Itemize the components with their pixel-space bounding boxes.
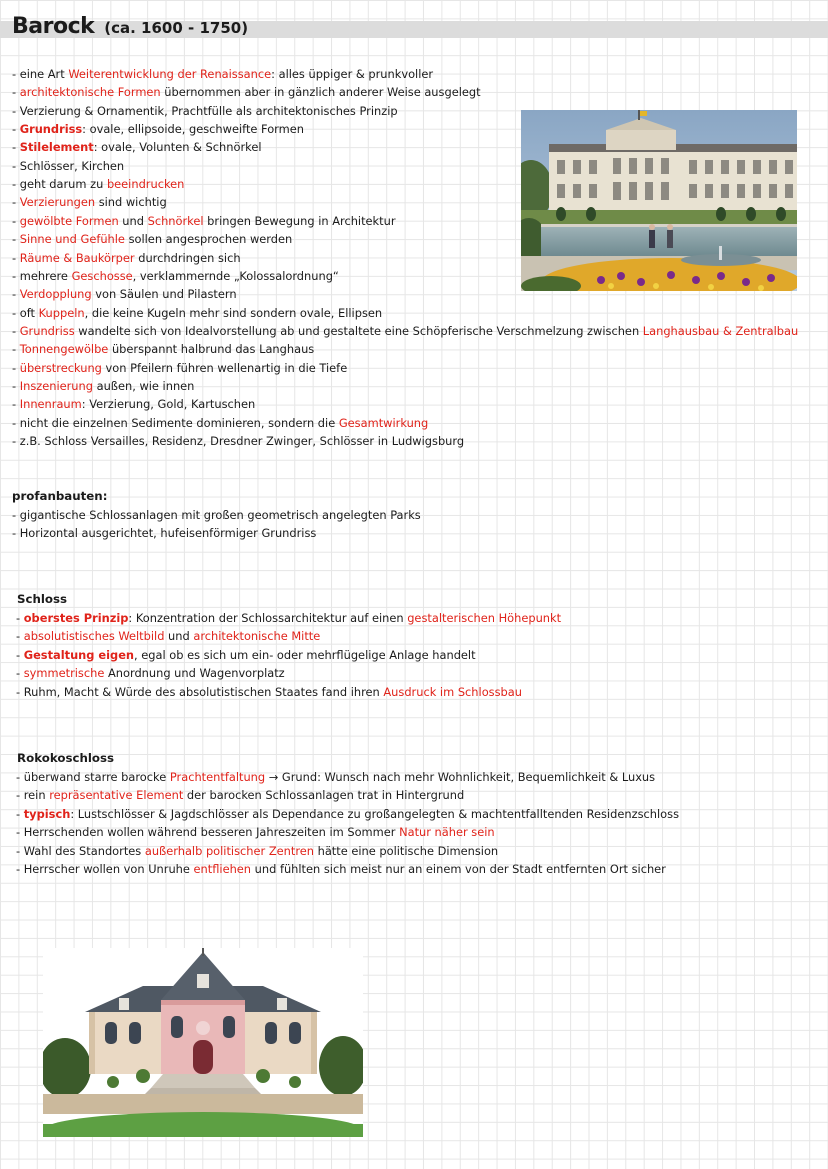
bullet-text: -: [12, 250, 20, 265]
bullet-line: [12, 379, 194, 393]
highlighted-term: Verdopplung: [19, 287, 92, 302]
bullet-text: : alles üppiger & prunkvoller: [271, 67, 434, 81]
highlighted-term: Langhausbau & Zentralbau: [642, 323, 799, 338]
bullet-line: [16, 862, 666, 876]
bullet-text: -: [16, 806, 24, 821]
highlighted-term: typisch: [23, 806, 71, 821]
bullet-text: - eine Art: [12, 67, 69, 81]
highlighted-term: Weiterentwicklung der Renaissance: [68, 67, 272, 81]
rokokoschloss-photo: [43, 948, 363, 1137]
bullet-text: Anordnung und Wagenvorplatz: [104, 666, 285, 681]
bullet-text: - Herrschenden wollen während besseren Jahreszeiten im Sommer: [16, 825, 400, 840]
bullet-line: [12, 195, 167, 209]
bullet-text: von Pfeilern führen wellenartig in die Tiefe: [101, 360, 348, 375]
bullet-text: → Grund: Wunsch nach mehr Wohnlichkeit, Bequemlichkeit & Luxus: [265, 770, 656, 784]
bullet-line: [12, 526, 316, 540]
highlighted-term: Schnörkel: [147, 213, 204, 228]
bullet-text: -: [12, 378, 20, 393]
bullet-text: von Säulen und Pilastern: [91, 287, 237, 302]
bullet-text: - überwand starre barocke: [16, 770, 170, 784]
highlighted-term: Stilelement: [19, 140, 94, 155]
bullet-line: [12, 397, 255, 411]
highlighted-term: oberstes Prinzip: [23, 611, 129, 625]
bullet-line: [16, 770, 655, 784]
bullet-line: [12, 140, 262, 154]
bullet-text: der barocken Schlossanlagen trat in Hintergrund: [183, 788, 465, 803]
bullet-text: -: [12, 287, 20, 302]
bullet-text: und: [164, 629, 194, 644]
bullet-text: und fühlten sich meist nur an einem von der Stadt entfernten Ort sicher: [251, 862, 666, 876]
bullet-text: - rein: [16, 788, 50, 803]
profanbauten-heading: profanbauten:: [12, 489, 108, 503]
bullet-line: [12, 269, 339, 283]
bullet-text: und: [118, 213, 148, 228]
bullet-text: -: [16, 611, 24, 625]
bullet-line: [12, 361, 347, 375]
bullet-line: [12, 232, 292, 246]
bullet-line: [12, 122, 304, 136]
bullet-text: - Ruhm, Macht & Würde des absolutistischen Staates fand ihren: [16, 684, 384, 699]
highlighted-term: Grundriss: [19, 323, 75, 338]
bullet-text: -: [12, 122, 20, 137]
bullet-text: durchdringen sich: [134, 250, 241, 265]
highlighted-term: überstreckung: [19, 360, 102, 375]
bullet-text: außen, wie innen: [92, 378, 195, 393]
bullet-text: - Herrscher wollen von Unruhe: [16, 862, 194, 876]
bullet-text: : Verzierung, Gold, Kartuschen: [81, 397, 256, 412]
highlighted-term: Räume & Baukörper: [19, 250, 135, 265]
highlighted-term: gewölbte Formen: [19, 213, 119, 228]
bullet-line: [12, 159, 124, 173]
bullet-line: [12, 508, 421, 522]
bullet-line: [16, 611, 561, 625]
bullet-text: : ovale, ellipsoide, geschweifte Formen: [82, 122, 304, 137]
highlighted-term: Inszenierung: [19, 378, 93, 393]
highlighted-term: Grundriss: [19, 122, 83, 137]
bullet-text: überspannt halbrund das Langhaus: [108, 342, 315, 357]
bullet-line: [16, 685, 522, 699]
bullet-text: : ovale, Volunten & Schnörkel: [93, 140, 262, 155]
highlighted-term: symmetrische: [23, 666, 105, 681]
bullet-text: -: [12, 213, 20, 228]
bullet-line: [16, 788, 464, 802]
highlighted-term: Ausdruck im Schlossbau: [383, 684, 522, 699]
bullet-line: [12, 287, 237, 301]
bullet-text: -: [12, 195, 20, 210]
page-title: [12, 14, 248, 39]
bullet-line: [16, 648, 476, 662]
bullet-text: -: [12, 397, 20, 412]
bullet-text: -: [12, 360, 20, 375]
bullet-text: übernommen aber in gänzlich anderer Weise ausgelegt: [160, 85, 481, 100]
bullet-text: -: [16, 647, 24, 662]
highlighted-term: Verzierungen: [19, 195, 96, 210]
highlighted-term: Prachtentfaltung: [169, 770, 266, 784]
bullet-text: -: [12, 342, 20, 357]
bullet-text: - geht darum zu: [12, 177, 107, 192]
highlighted-term: absolutistisches Weltbild: [23, 629, 165, 644]
bullet-line: [16, 844, 498, 858]
highlighted-term: Innenraum: [19, 397, 82, 412]
bullet-text: - oft: [12, 305, 39, 320]
bullet-line: [12, 416, 428, 430]
residenz-photo-illustration: [521, 110, 797, 291]
highlighted-term: beeindrucken: [106, 177, 185, 192]
bullet-text: - Wahl des Standortes: [16, 843, 145, 858]
residenz-photo: [521, 110, 797, 291]
highlighted-term: Natur näher sein: [399, 825, 495, 840]
bullet-line: [12, 306, 382, 320]
highlighted-term: repräsentative Element: [49, 788, 184, 803]
bullet-text: - gigantische Schlossanlagen mit großen geometrisch angelegten Parks: [12, 508, 421, 522]
bullet-text: : Lustschlösser & Jagdschlösser als Dependance zu großangelegten & machtentfalltenden Residenzschloss: [70, 806, 680, 821]
bullet-text: sind wichtig: [95, 195, 167, 210]
bullet-text: hätte eine politische Dimension: [313, 843, 499, 858]
highlighted-term: Gesamtwirkung: [338, 415, 429, 430]
highlighted-term: architektonische Formen: [19, 85, 161, 100]
bullet-text: -: [12, 85, 20, 100]
bullet-line: [12, 85, 481, 99]
rokokoschloss-photo-illustration: [43, 948, 363, 1137]
bullet-text: - Schlösser, Kirchen: [12, 158, 125, 173]
bullet-text: : Konzentration der Schlossarchitektur auf einen: [128, 611, 408, 625]
bullet-text: -: [12, 323, 20, 338]
bullet-line: [12, 434, 464, 448]
bullet-line: [16, 825, 495, 839]
schloss-heading: Schloss: [17, 592, 68, 606]
bullet-text: , verklammernde „Kolossalordnung“: [132, 268, 339, 283]
highlighted-term: außerhalb politischer Zentren: [144, 843, 314, 858]
bullet-line: [12, 214, 396, 228]
bullet-text: , egal ob es sich um ein- oder mehrflügelige Anlage handelt: [134, 647, 476, 662]
highlighted-term: Sinne und Gefühle: [19, 232, 125, 247]
bullet-line: [16, 807, 679, 821]
bullet-text: - nicht die einzelnen Sedimente dominieren, sondern die: [12, 415, 339, 430]
rokokoschloss-heading: Rokokoschloss: [17, 751, 115, 765]
bullet-line: [12, 67, 433, 81]
bullet-text: -: [12, 232, 20, 247]
bullet-line: [12, 251, 241, 265]
bullet-text: sollen angesprochen werden: [124, 232, 293, 247]
bullet-line: [16, 629, 320, 643]
bullet-line: [12, 104, 398, 118]
highlighted-term: gestalterischen Höhepunkt: [407, 611, 562, 625]
bullet-line: [12, 342, 314, 356]
highlighted-term: Gestaltung eigen: [23, 647, 135, 662]
highlighted-term: architektonische Mitte: [193, 629, 321, 644]
bullet-text: - Verzierung & Ornamentik, Prachtfülle als architektonisches Prinzip: [12, 103, 398, 118]
bullet-text: bringen Bewegung in Architektur: [203, 213, 396, 228]
page-title-main: Barock: [12, 14, 95, 39]
bullet-text: - z.B. Schloss Versailles, Residenz, Dresdner Zwinger, Schlösser in Ludwigsburg: [12, 434, 465, 448]
bullet-line: [12, 324, 798, 338]
bullet-text: -: [16, 666, 24, 681]
bullet-text: -: [16, 629, 24, 644]
bullet-text: - Horizontal ausgerichtet, hufeisenförmiger Grundriss: [12, 526, 317, 541]
bullet-text: wandelte sich von Idealvorstellung ab und gestaltete eine Schöpferische Verschmelzung zwischen: [74, 323, 643, 338]
highlighted-term: Kuppeln: [38, 305, 85, 320]
bullet-text: -: [12, 140, 20, 155]
page-title-period: (ca. 1600 - 1750): [104, 19, 249, 37]
bullet-line: [12, 177, 184, 191]
bullet-text: - mehrere: [12, 268, 72, 283]
highlighted-term: Tonnengewölbe: [19, 342, 109, 357]
bullet-line: [16, 666, 285, 680]
highlighted-term: entfliehen: [193, 862, 252, 876]
highlighted-term: Geschosse: [71, 268, 133, 283]
bullet-text: , die keine Kugeln mehr sind sondern ovale, Ellipsen: [84, 305, 383, 320]
